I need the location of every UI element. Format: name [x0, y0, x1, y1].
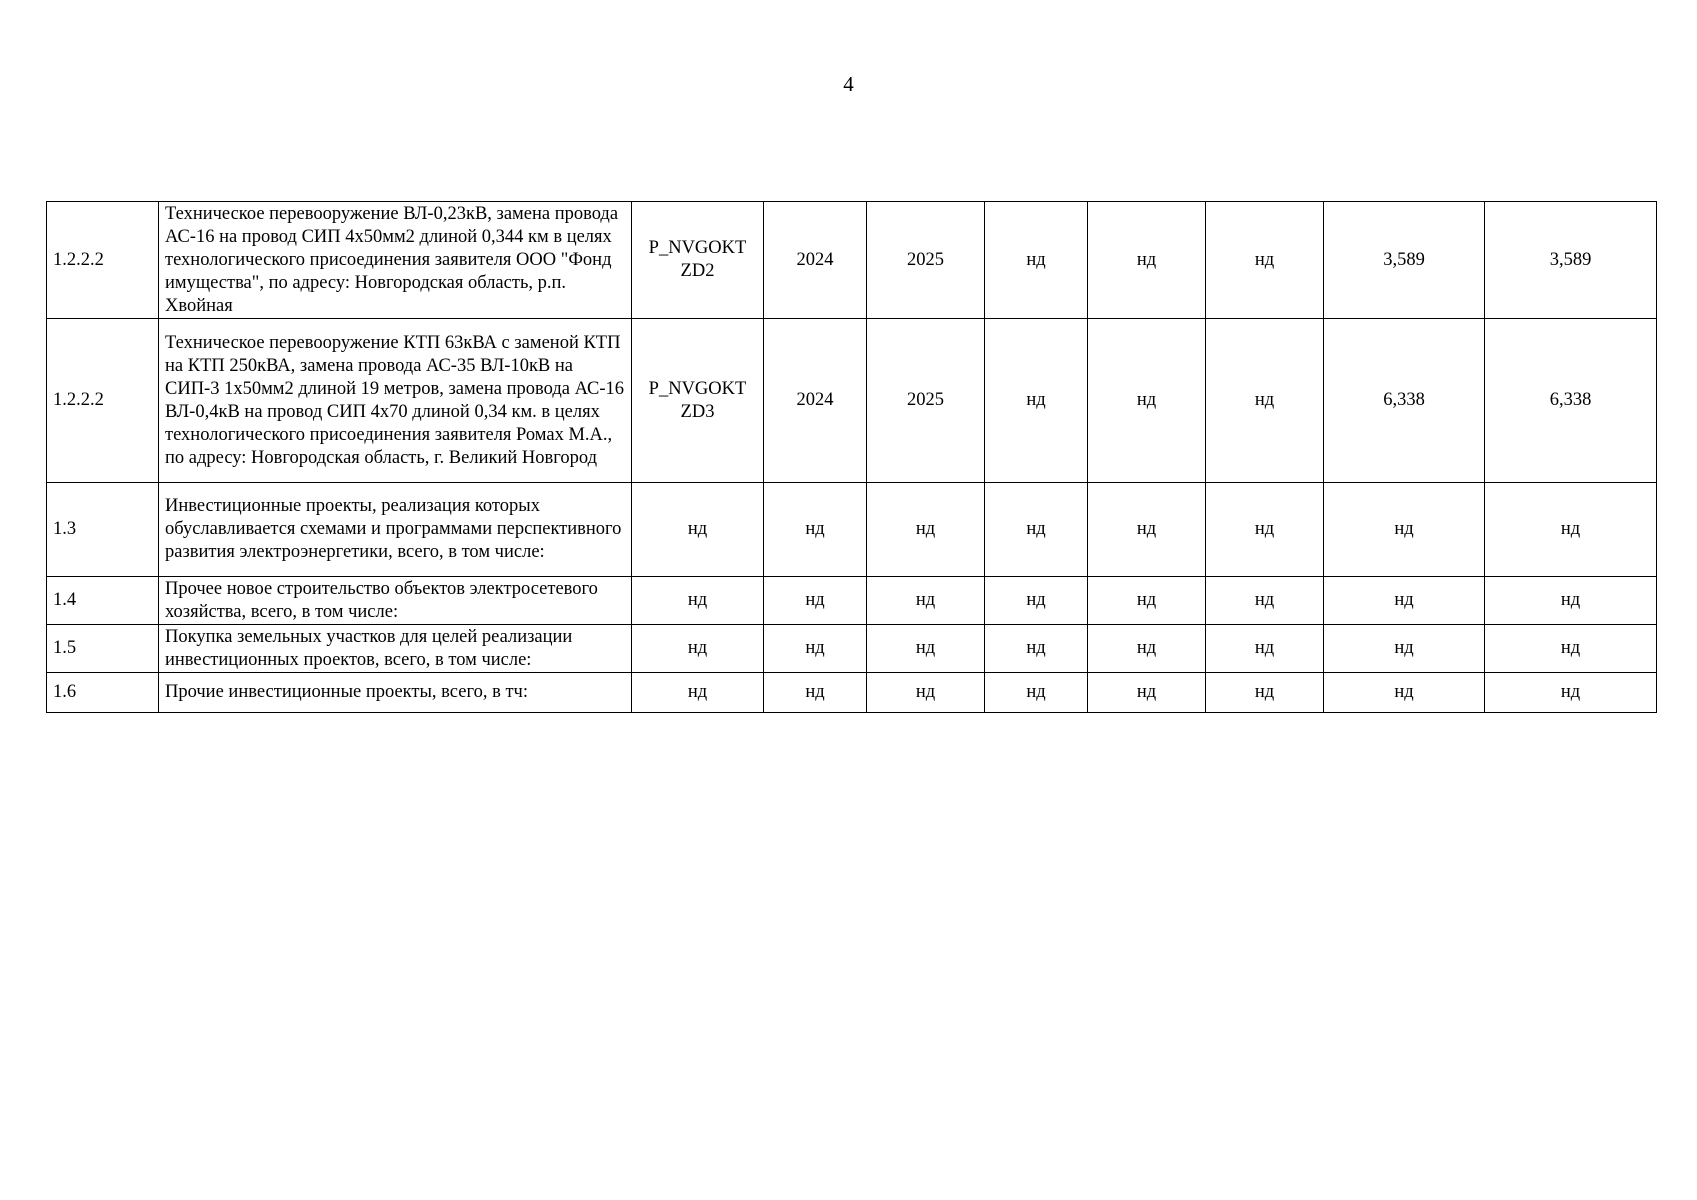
cell-value: нд	[985, 483, 1088, 577]
cell-value: нд	[985, 673, 1088, 713]
project-description: Прочие инвестиционные проекты, всего, в тч:	[159, 673, 632, 713]
cell-value: нд	[1088, 483, 1206, 577]
year-start: нд	[764, 483, 867, 577]
table-row	[47, 202, 1657, 319]
project-code-line2: ZD2	[680, 261, 715, 281]
project-code-line1: P_NVGOKT	[648, 238, 747, 258]
cell-value: нд	[1088, 625, 1206, 673]
cell-value: нд	[1324, 483, 1485, 577]
cell-value: нд	[985, 625, 1088, 673]
cell-value: нд	[1206, 483, 1324, 577]
project-description: Прочее новое строительство объектов электросетевого хозяйства, всего, в том числе:	[159, 577, 632, 625]
cell-value: нд	[1088, 577, 1206, 625]
row-number: 1.2.2.2	[47, 319, 159, 483]
cell-value: нд	[1088, 673, 1206, 713]
row-number: 1.6	[47, 673, 159, 713]
project-code: нд	[632, 625, 764, 673]
cell-value: нд	[1485, 673, 1657, 713]
cell-value: 3,589	[1324, 202, 1485, 319]
cell-value: нд	[1088, 202, 1206, 319]
cell-value: 6,338	[1324, 319, 1485, 483]
project-description: Техническое перевооружение ВЛ-0,23кВ, замена провода АС-16 на провод СИП 4х50мм2 длиной 0,344 км в целях технологического присоединения заявителя ООО "Фонд имущества", по адресу: Новгородская область, р.п. Хвойная	[159, 202, 632, 319]
year-start: нд	[764, 673, 867, 713]
project-code: нд	[632, 673, 764, 713]
project-description: Инвестиционные проекты, реализация которых обуславливается схемами и программами перспективного развития электроэнергетики, всего, в том числе:	[159, 483, 632, 577]
project-code	[632, 319, 764, 483]
table-row	[47, 483, 1657, 577]
table-row	[47, 319, 1657, 483]
row-number: 1.2.2.2	[47, 202, 159, 319]
investment-projects-table	[46, 201, 1657, 713]
cell-value: нд	[1485, 625, 1657, 673]
row-number: 1.3	[47, 483, 159, 577]
year-end: нд	[867, 483, 985, 577]
year-start: 2024	[764, 202, 867, 319]
cell-value: нд	[1206, 202, 1324, 319]
cell-value: 3,589	[1485, 202, 1657, 319]
project-code-line2: ZD3	[680, 401, 715, 422]
project-code-line1: P_NVGOKT	[648, 378, 747, 399]
year-end: нд	[867, 673, 985, 713]
table-row	[47, 577, 1657, 625]
page-number: 4	[843, 72, 854, 96]
cell-value: нд	[1324, 625, 1485, 673]
project-description: Покупка земельных участков для целей реализации инвестиционных проектов, всего, в том числе:	[159, 625, 632, 673]
cell-value: нд	[1206, 319, 1324, 483]
year-start: 2024	[764, 319, 867, 483]
cell-value: нд	[1206, 673, 1324, 713]
project-description: Техническое перевооружение КТП 63кВА с заменой КТП на КТП 250кВА, замена провода АС-35 ВЛ-10кВ на СИП-3 1х50мм2 длиной 19 метров, замена провода АС-16 ВЛ-0,4кВ на провод СИП 4х70 длиной 0,34 км. в целях технологического присоединения заявителя Ромах М.А., по адресу: Новгородская область, г. Великий Новгород	[159, 319, 632, 483]
cell-value: нд	[1485, 577, 1657, 625]
cell-value: нд	[1206, 625, 1324, 673]
year-start: нд	[764, 625, 867, 673]
cell-value: 6,338	[1485, 319, 1657, 483]
cell-value: нд	[1088, 319, 1206, 483]
row-number: 1.4	[47, 577, 159, 625]
table-row	[47, 673, 1657, 713]
project-code: нд	[632, 577, 764, 625]
row-number: 1.5	[47, 625, 159, 673]
year-end: 2025	[867, 202, 985, 319]
project-code	[632, 202, 764, 319]
cell-value: нд	[1324, 673, 1485, 713]
year-start: нд	[764, 577, 867, 625]
cell-value: нд	[1324, 577, 1485, 625]
year-end: нд	[867, 577, 985, 625]
cell-value: нд	[985, 577, 1088, 625]
year-end: нд	[867, 625, 985, 673]
table-row	[47, 625, 1657, 673]
cell-value: нд	[1206, 577, 1324, 625]
year-end: 2025	[867, 319, 985, 483]
cell-value: нд	[985, 202, 1088, 319]
cell-value: нд	[1485, 483, 1657, 577]
cell-value: нд	[985, 319, 1088, 483]
project-code: нд	[632, 483, 764, 577]
